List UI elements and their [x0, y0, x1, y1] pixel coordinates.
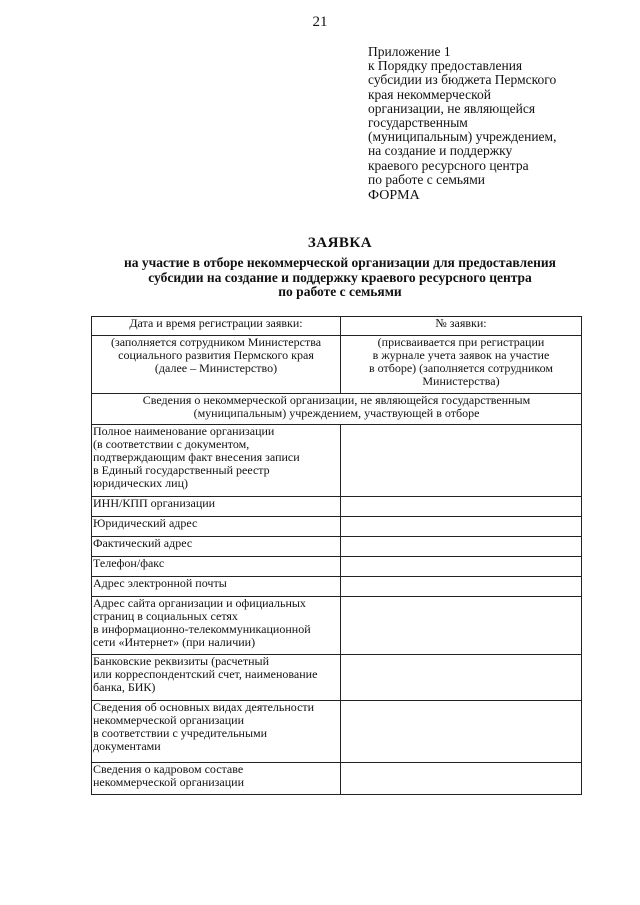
field-value-inn-kpp[interactable]: [341, 497, 582, 517]
appendix-line: краевого ресурсного центра: [368, 157, 529, 173]
number-note-cell: (присваивается при регистрации в журнале учета заявок на участие в отборе) (заполняется сотрудником Министерства): [341, 336, 582, 394]
page-number: 21: [312, 14, 328, 30]
table-row: [92, 557, 582, 577]
form-label: ФОРМА: [368, 188, 420, 203]
field-label-staff: Сведения о кадровом составе некоммерческой организации: [92, 763, 341, 795]
appendix-line: на создание и поддержку: [368, 143, 513, 159]
number-header-cell: № заявки:: [341, 317, 582, 336]
field-label-website: Адрес сайта организации и официальных страниц в социальных сетях в информационно-телекоммуникационной сети «Интернет» (при наличии): [92, 597, 341, 655]
field-label-full-name: Полное наименование организации (в соответствии с документом, подтверждающим факт внесения записи в Единый государственный реестр юридических лиц): [92, 425, 341, 497]
appendix-line: края некоммерческой: [368, 86, 491, 102]
field-label-phone-fax: Телефон/факс: [92, 557, 341, 577]
application-form-table: [91, 316, 582, 795]
field-value-actual-address[interactable]: [341, 537, 582, 557]
subtitle-line: субсидии на создание и поддержку краевого ресурсного центра: [148, 269, 532, 285]
table-row: [92, 517, 582, 537]
table-row: [92, 597, 582, 655]
field-label-activities: Сведения об основных видах деятельности некоммерческой организации в соответствии с учредительными документами: [92, 701, 341, 763]
field-label-legal-address: Юридический адрес: [92, 517, 341, 537]
table-row: [92, 763, 582, 795]
appendix-line: к Порядку предоставления: [368, 58, 523, 74]
appendix-line: по работе с семьями: [368, 171, 485, 187]
appendix-line: организации, не являющейся: [368, 100, 536, 116]
section-header-cell: Сведения о некоммерческой организации, не являющейся государственным (муниципальным) учреждением, участвующей в отборе: [92, 394, 582, 425]
field-value-email[interactable]: [341, 577, 582, 597]
field-value-phone-fax[interactable]: [341, 557, 582, 577]
table-row: [92, 537, 582, 557]
table-row: [92, 425, 582, 497]
field-value-staff[interactable]: [341, 763, 582, 795]
registration-header-cell: Дата и время регистрации заявки:: [92, 317, 341, 336]
table-row: [92, 497, 582, 517]
appendix-line: Приложение 1: [368, 44, 451, 59]
table-row: [92, 577, 582, 597]
field-value-bank-details[interactable]: [341, 655, 582, 701]
table-row: [92, 655, 582, 701]
field-value-full-name[interactable]: [341, 425, 582, 497]
field-value-activities[interactable]: [341, 701, 582, 763]
document-title: ЗАЯВКА: [307, 235, 373, 251]
appendix-block: [368, 45, 608, 187]
field-label-email: Адрес электронной почты: [92, 577, 341, 597]
table-row: [92, 701, 582, 763]
subtitle-line: по работе с семьями: [278, 284, 402, 299]
appendix-line: (муниципальным) учреждением,: [368, 129, 557, 145]
appendix-line: государственным: [368, 115, 468, 131]
appendix-line: субсидии из бюджета Пермского: [368, 72, 557, 88]
registration-note-cell: (заполняется сотрудником Министерства социального развития Пермского края (далее – Министерство): [92, 336, 341, 394]
subtitle-line: на участие в отборе некоммерческой организации для предоставления: [124, 255, 556, 270]
field-value-legal-address[interactable]: [341, 517, 582, 537]
field-label-actual-address: Фактический адрес: [92, 537, 341, 557]
field-label-inn-kpp: ИНН/КПП организации: [92, 497, 341, 517]
document-subtitle: [40, 256, 640, 300]
field-value-website[interactable]: [341, 597, 582, 655]
field-label-bank-details: Банковские реквизиты (расчетный или корреспондентский счет, наименование банка, БИК): [92, 655, 341, 701]
